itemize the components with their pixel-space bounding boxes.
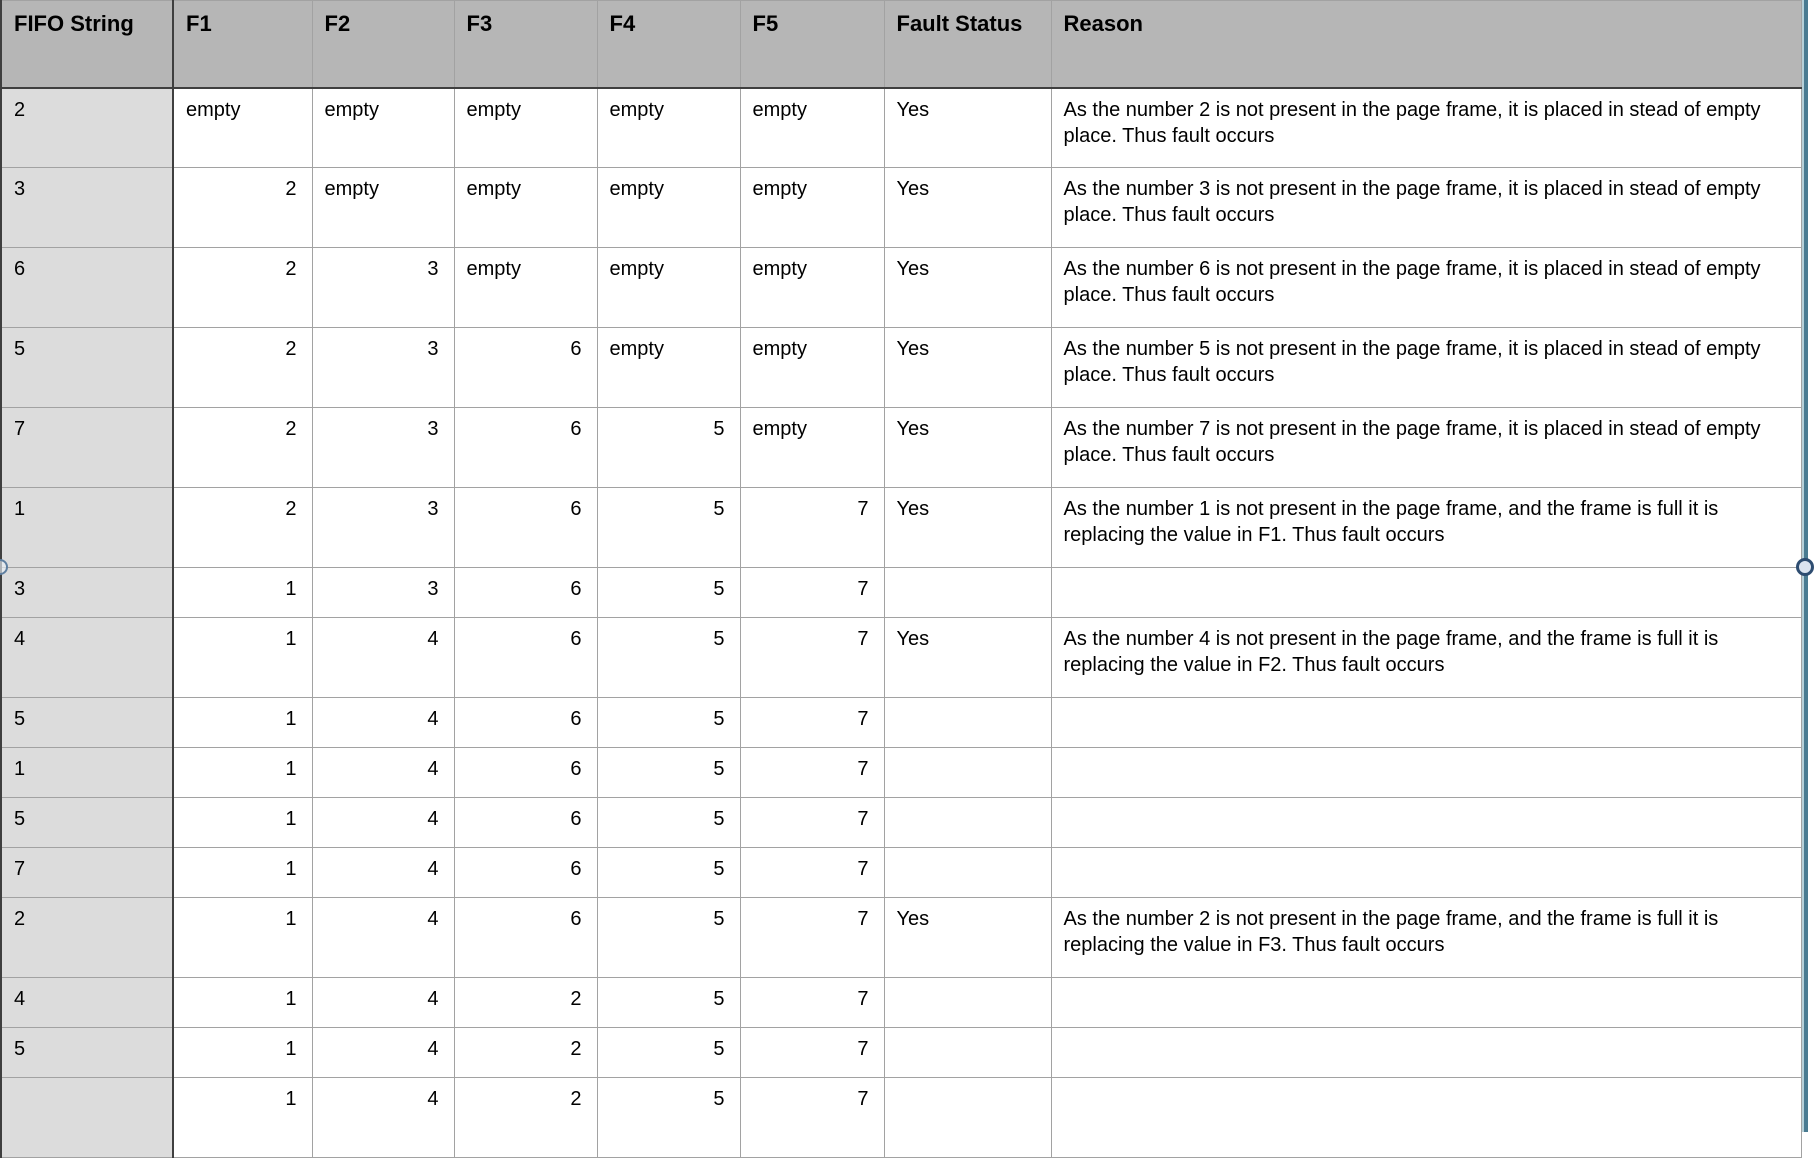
table-row [1,168,1802,248]
cell-f3[interactable]: 6 [454,408,597,488]
cell-f2[interactable]: 4 [312,618,454,698]
cell-reason[interactable]: As the number 5 is not present in the page frame, it is placed in stead of empty place. Thus fault occurs [1051,328,1802,408]
cell-f5[interactable]: 7 [740,618,884,698]
cell-fifo-string[interactable]: 5 [1,798,173,848]
cell-f5[interactable]: 7 [740,1078,884,1158]
cell-fault-status[interactable] [884,748,1051,798]
cell-fault-status[interactable]: Yes [884,248,1051,328]
cell-f4[interactable]: empty [597,88,740,168]
cell-fault-status[interactable] [884,698,1051,748]
cell-fifo-string[interactable]: 5 [1,698,173,748]
cell-fault-status[interactable]: Yes [884,488,1051,568]
cell-reason[interactable]: As the number 7 is not present in the page frame, it is placed in stead of empty place. Thus fault occurs [1051,408,1802,488]
cell-f4[interactable]: 5 [597,618,740,698]
cell-reason[interactable]: As the number 2 is not present in the page frame, it is placed in stead of empty place. Thus fault occurs [1051,88,1802,168]
cell-f1[interactable]: 1 [173,698,312,748]
cell-reason[interactable]: As the number 3 is not present in the page frame, it is placed in stead of empty place. Thus fault occurs [1051,168,1802,248]
table-row [1,88,1802,168]
cell-f1[interactable]: 1 [173,848,312,898]
cell-reason[interactable] [1051,748,1802,798]
cell-f4[interactable]: empty [597,328,740,408]
cell-f5[interactable]: empty [740,328,884,408]
cell-f2[interactable]: empty [312,168,454,248]
cell-f1[interactable]: 2 [173,408,312,488]
table-row [1,568,1802,618]
cell-f3[interactable]: 6 [454,618,597,698]
cell-reason[interactable]: As the number 1 is not present in the page frame, and the frame is full it is replacing the value in F1. Thus fault occurs [1051,488,1802,568]
cell-f3[interactable]: 6 [454,898,597,978]
column-header-f4[interactable]: F4 [597,1,740,88]
cell-f2[interactable]: empty [312,88,454,168]
column-header-fifo-string[interactable]: FIFO String [1,1,173,88]
cell-f2[interactable]: 4 [312,1078,454,1158]
cell-fifo-string[interactable]: 4 [1,618,173,698]
cell-f1[interactable]: 1 [173,798,312,848]
cell-f5[interactable]: empty [740,88,884,168]
column-header-reason[interactable]: Reason [1051,1,1802,88]
cell-f3[interactable]: 2 [454,978,597,1028]
cell-f1[interactable]: 1 [173,1078,312,1158]
cell-fault-status[interactable]: Yes [884,168,1051,248]
table-row [1,328,1802,408]
cell-f1[interactable]: 2 [173,248,312,328]
cell-fault-status[interactable]: Yes [884,88,1051,168]
cell-f5[interactable]: 7 [740,1028,884,1078]
cell-fault-status[interactable] [884,568,1051,618]
cell-f3[interactable]: 6 [454,798,597,848]
cell-f2[interactable]: 3 [312,408,454,488]
cell-f1[interactable]: 1 [173,978,312,1028]
cell-f3[interactable]: 2 [454,1078,597,1158]
cell-f4[interactable]: 5 [597,798,740,848]
table-row [1,898,1802,978]
cell-f2[interactable]: 4 [312,848,454,898]
cell-f1[interactable]: 1 [173,1028,312,1078]
column-header-fault-status[interactable]: Fault Status [884,1,1051,88]
cell-f3[interactable]: empty [454,88,597,168]
cell-f2[interactable]: 3 [312,248,454,328]
cell-f1[interactable]: 2 [173,488,312,568]
cell-f5[interactable]: empty [740,408,884,488]
cell-f4[interactable]: 5 [597,1078,740,1158]
cell-f2[interactable]: 3 [312,488,454,568]
cell-fifo-string[interactable]: 1 [1,748,173,798]
column-header-f3[interactable]: F3 [454,1,597,88]
cell-reason[interactable] [1051,568,1802,618]
cell-f3[interactable]: 2 [454,1028,597,1078]
cell-f4[interactable]: 5 [597,488,740,568]
cell-reason[interactable]: As the number 4 is not present in the page frame, and the frame is full it is replacing the value in F2. Thus fault occurs [1051,618,1802,698]
cell-fault-status[interactable] [884,978,1051,1028]
cell-f4[interactable]: 5 [597,848,740,898]
cell-f1[interactable]: 1 [173,618,312,698]
table-row [1,848,1802,898]
cell-reason[interactable]: As the number 2 is not present in the page frame, and the frame is full it is replacing the value in F3. Thus fault occurs [1051,898,1802,978]
cell-reason[interactable] [1051,1078,1802,1158]
cell-f2[interactable]: 4 [312,798,454,848]
cell-f2[interactable]: 3 [312,328,454,408]
cell-fifo-string[interactable] [1,1078,173,1158]
table-row [1,1078,1802,1158]
cell-fifo-string[interactable]: 7 [1,408,173,488]
cell-fault-status[interactable]: Yes [884,618,1051,698]
table-row [1,698,1802,748]
cell-f4[interactable]: 5 [597,748,740,798]
cell-fault-status[interactable] [884,1028,1051,1078]
column-header-f1[interactable]: F1 [173,1,312,88]
cell-f5[interactable]: 7 [740,848,884,898]
cell-f2[interactable]: 4 [312,1028,454,1078]
column-header-f5[interactable]: F5 [740,1,884,88]
cell-fifo-string[interactable]: 7 [1,848,173,898]
cell-reason[interactable]: As the number 6 is not present in the page frame, it is placed in stead of empty place. Thus fault occurs [1051,248,1802,328]
table-row [1,798,1802,848]
table-row [1,1028,1802,1078]
cell-f2[interactable]: 4 [312,978,454,1028]
table-row [1,488,1802,568]
cell-reason[interactable] [1051,848,1802,898]
cell-f2[interactable]: 4 [312,748,454,798]
cell-f4[interactable]: 5 [597,698,740,748]
cell-f4[interactable]: 5 [597,568,740,618]
cell-f5[interactable]: 7 [740,488,884,568]
cell-f1[interactable]: empty [173,88,312,168]
cell-f3[interactable]: 6 [454,848,597,898]
cell-fifo-string[interactable]: 6 [1,248,173,328]
cell-f4[interactable]: empty [597,168,740,248]
cell-fifo-string[interactable]: 3 [1,168,173,248]
selection-handle-right[interactable] [1796,558,1814,576]
table-row [1,248,1802,328]
cell-f4[interactable]: empty [597,248,740,328]
column-header-f2[interactable]: F2 [312,1,454,88]
cell-f5[interactable]: empty [740,248,884,328]
cell-fault-status[interactable]: Yes [884,898,1051,978]
cell-f3[interactable]: empty [454,168,597,248]
cell-f3[interactable]: empty [454,248,597,328]
cell-f5[interactable]: 7 [740,978,884,1028]
cell-f1[interactable]: 2 [173,168,312,248]
cell-f5[interactable]: 7 [740,748,884,798]
cell-f1[interactable]: 1 [173,748,312,798]
cell-fifo-string[interactable]: 2 [1,898,173,978]
table-row [1,978,1802,1028]
cell-fifo-string[interactable]: 2 [1,88,173,168]
cell-f3[interactable]: 6 [454,568,597,618]
table-row [1,618,1802,698]
cell-fault-status[interactable] [884,798,1051,848]
cell-fault-status[interactable] [884,1078,1051,1158]
cell-f3[interactable]: 6 [454,488,597,568]
cell-f4[interactable]: 5 [597,408,740,488]
cell-fault-status[interactable]: Yes [884,328,1051,408]
cell-f3[interactable]: 6 [454,698,597,748]
cell-f5[interactable]: 7 [740,898,884,978]
cell-f4[interactable]: 5 [597,1028,740,1078]
cell-f5[interactable]: 7 [740,798,884,848]
cell-reason[interactable] [1051,978,1802,1028]
cell-f5[interactable]: 7 [740,568,884,618]
cell-fifo-string[interactable]: 3 [1,568,173,618]
cell-f4[interactable]: 5 [597,978,740,1028]
header-row [1,1,1802,88]
cell-f4[interactable]: 5 [597,898,740,978]
cell-fifo-string[interactable]: 4 [1,978,173,1028]
cell-fault-status[interactable] [884,848,1051,898]
table-row [1,748,1802,798]
cell-f5[interactable]: 7 [740,698,884,748]
table-row [1,408,1802,488]
cell-reason[interactable] [1051,1028,1802,1078]
cell-f2[interactable]: 4 [312,898,454,978]
cell-f3[interactable]: 6 [454,748,597,798]
table-body [1,88,1802,1158]
cell-reason[interactable] [1051,798,1802,848]
cell-f2[interactable]: 3 [312,568,454,618]
cell-f2[interactable]: 4 [312,698,454,748]
cell-f1[interactable]: 1 [173,898,312,978]
cell-f5[interactable]: empty [740,168,884,248]
cell-fifo-string[interactable]: 5 [1,328,173,408]
cell-f1[interactable]: 2 [173,328,312,408]
cell-f1[interactable]: 1 [173,568,312,618]
cell-fifo-string[interactable]: 5 [1,1028,173,1078]
cell-fault-status[interactable]: Yes [884,408,1051,488]
cell-f3[interactable]: 6 [454,328,597,408]
cell-reason[interactable] [1051,698,1802,748]
cell-fifo-string[interactable]: 1 [1,488,173,568]
